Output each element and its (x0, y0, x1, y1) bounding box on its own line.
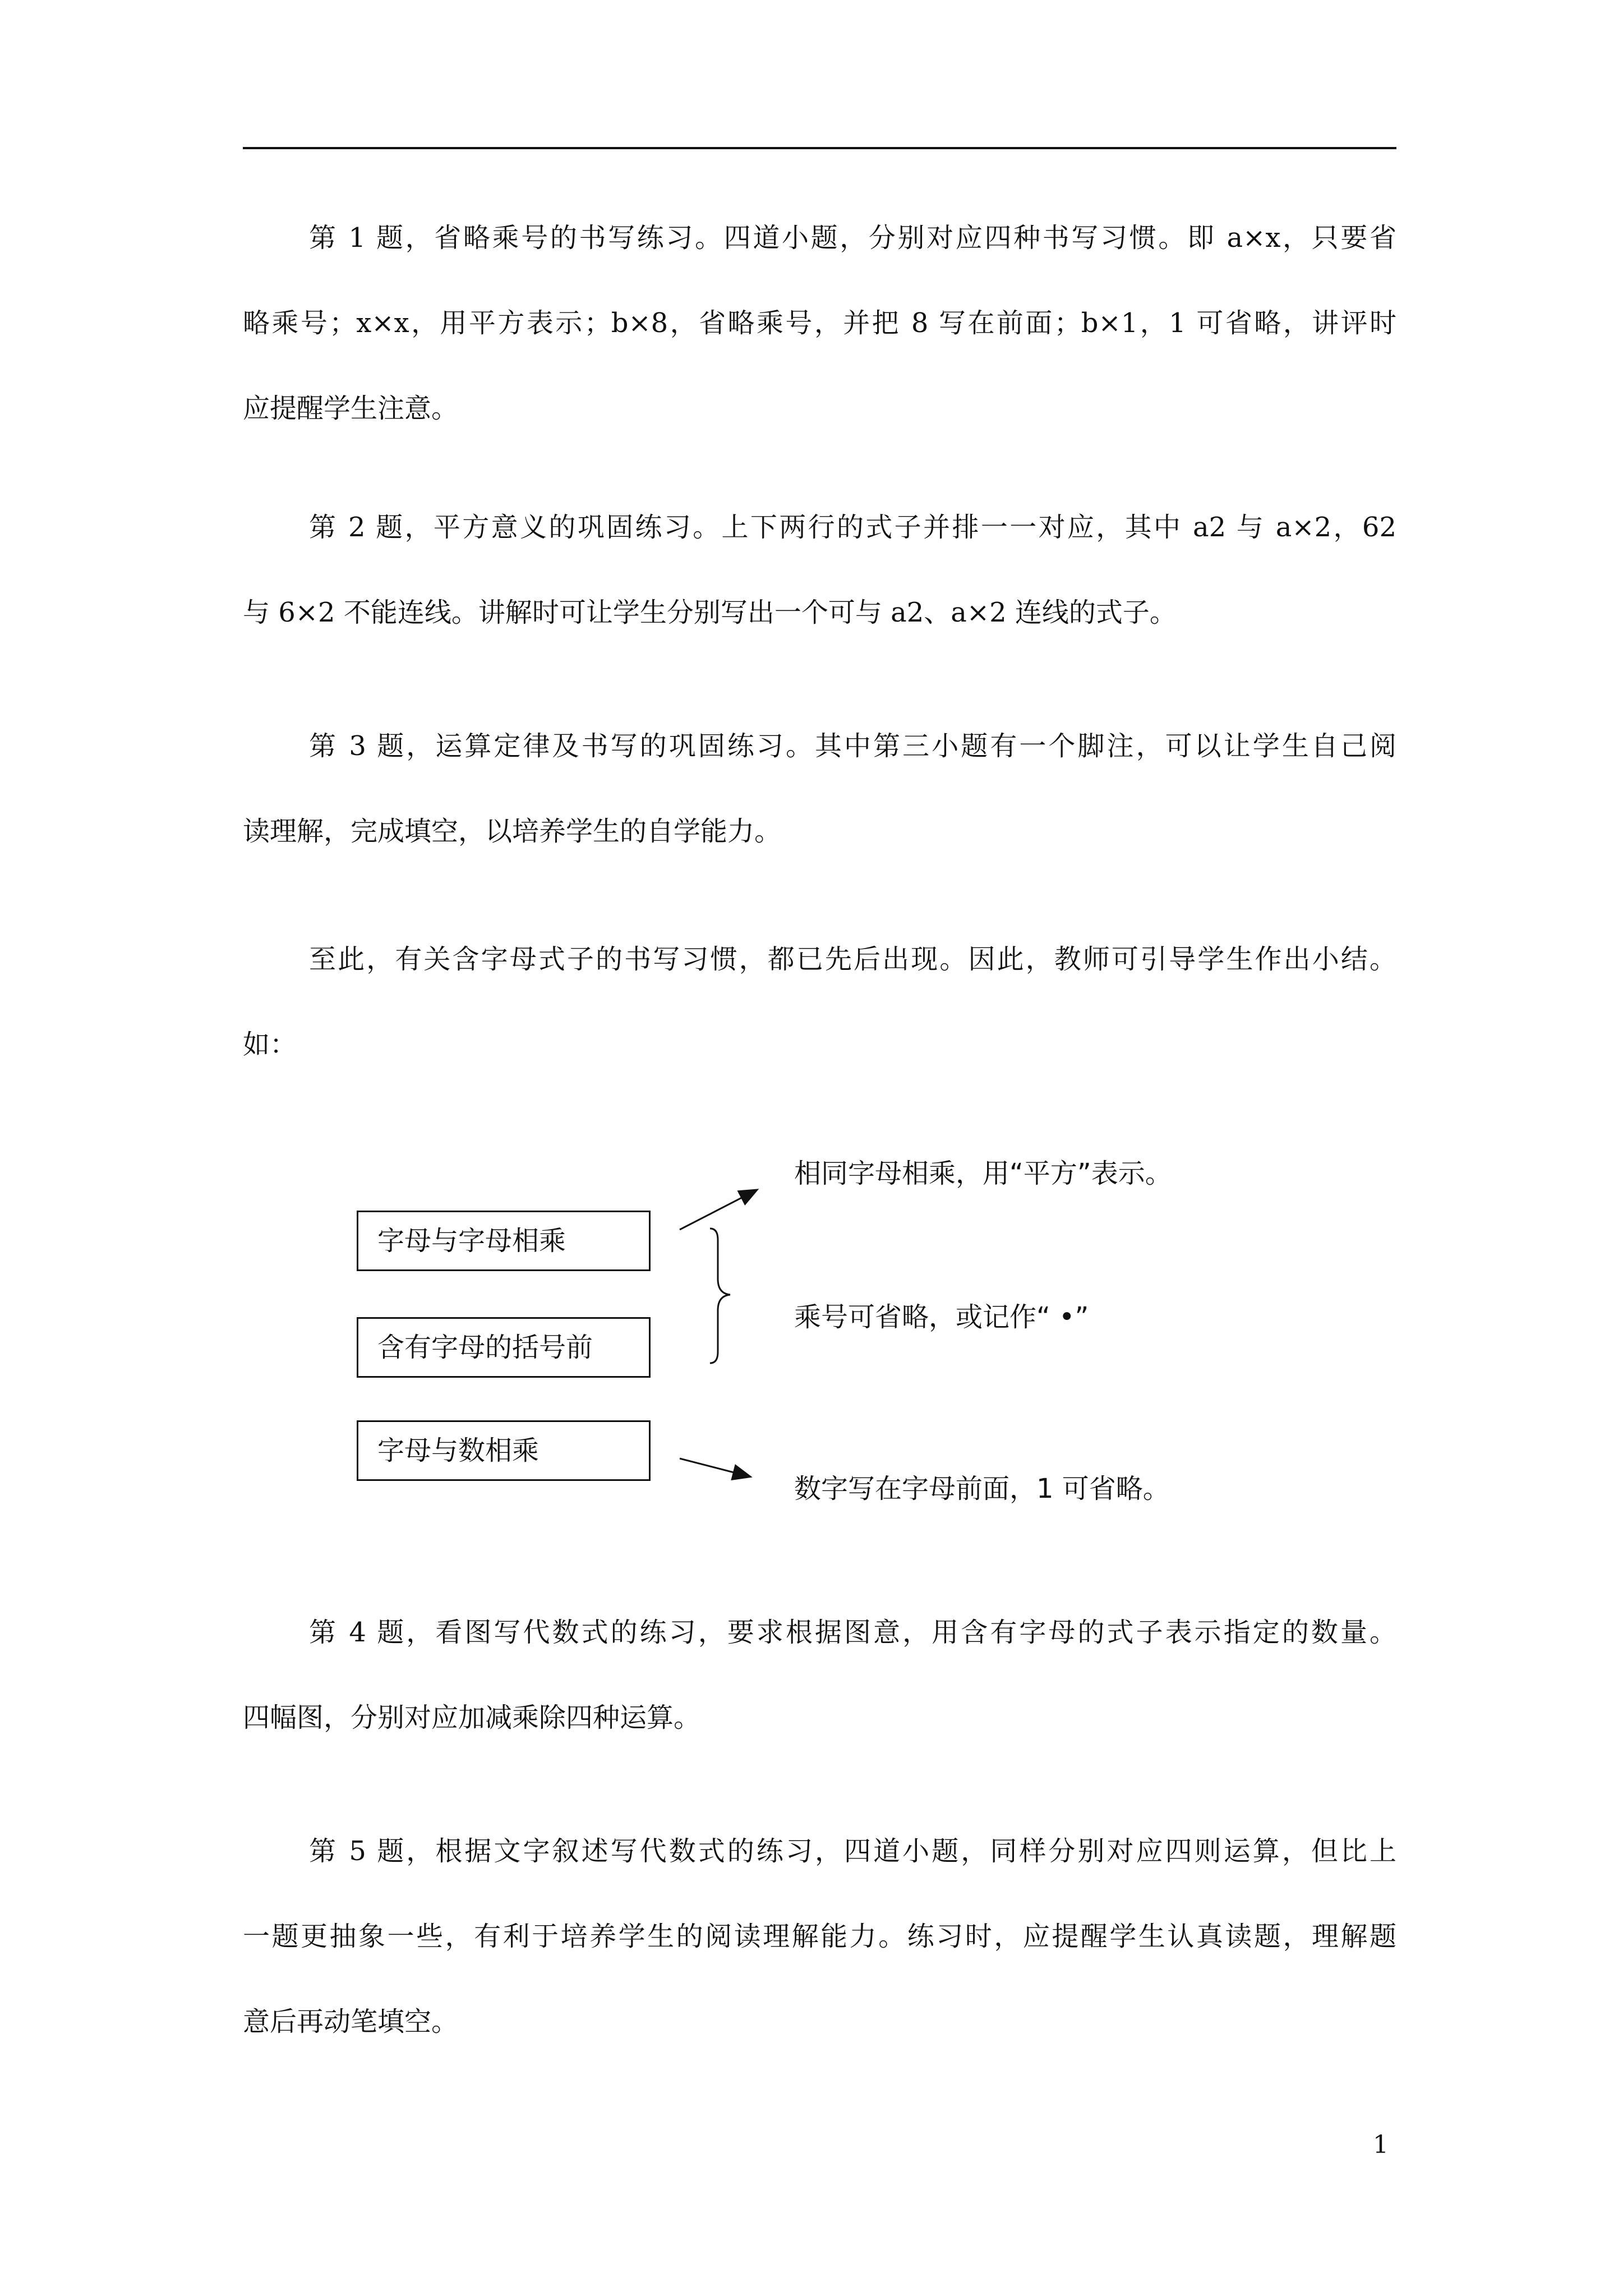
text-line: 四幅图，分别对应加减乘除四种运算。 (243, 1702, 701, 1733)
text-line: 应提醒学生注意。 (243, 393, 459, 424)
text-line: 至此，有关含字母式子的书写习惯，都已先后出现。因此，教师可引导学生作出小结。 (309, 944, 1396, 975)
text-line: 与 6×2 不能连线。讲解时可让学生分别写出一个可与 a2、a×2 连线的式子。 (243, 597, 1177, 628)
arrow-up (680, 1190, 756, 1230)
diagram-box-bracket-with-letters: 含有字母的括号前 (357, 1317, 651, 1378)
text-line: 意后再动笔填空。 (243, 2006, 459, 2037)
header-rule (243, 147, 1396, 149)
text-line: 略乘号；x×x，用平方表示；b×8，省略乘号，并把 8 写在前面；b×1，1 可省略，讲评时 (243, 307, 1396, 339)
summary-diagram (314, 1128, 1279, 1531)
text-line: 一题更抽象一些，有利于培养学生的阅读理解能力。练习时，应提醒学生认真读题，理解题 (243, 1921, 1396, 1952)
diagram-result-square: 相同字母相乘，用“平方”表示。 (794, 1158, 1172, 1189)
text-line: 第 4 题，看图写代数式的练习，要求根据图意，用含有字母的式子表示指定的数量。 (309, 1617, 1396, 1648)
diagram-box-letter-times-letter: 字母与字母相乘 (357, 1211, 651, 1271)
text-line: 第 3 题，运算定律及书写的巩固练习。其中第三小题有一个脚注，可以让学生自己阅 (309, 730, 1396, 762)
diagram-result-omit-sign: 乘号可省略，或记作“ •” (794, 1301, 1089, 1333)
text-line: 第 2 题，平方意义的巩固练习。上下两行的式子并排一一对应，其中 a2 与 a×2，62 (309, 512, 1396, 543)
text-line: 第 5 题，根据文字叙述写代数式的练习，四道小题，同样分别对应四则运算，但比上 (309, 1835, 1396, 1867)
text-line: 读理解，完成填空，以培养学生的自学能力。 (243, 816, 782, 847)
text-line: 第 1 题，省略乘号的书写练习。四道小题，分别对应四种书写习惯。即 a×x，只要省 (309, 222, 1396, 254)
diagram-box-letter-times-number: 字母与数相乘 (357, 1420, 651, 1481)
diagram-result-number-first: 数字写在字母前面，1 可省略。 (794, 1473, 1170, 1504)
page-number: 1 (1373, 2131, 1389, 2159)
arrow-down (680, 1458, 749, 1476)
text-line: 如： (243, 1029, 297, 1060)
right-brace (710, 1228, 730, 1363)
